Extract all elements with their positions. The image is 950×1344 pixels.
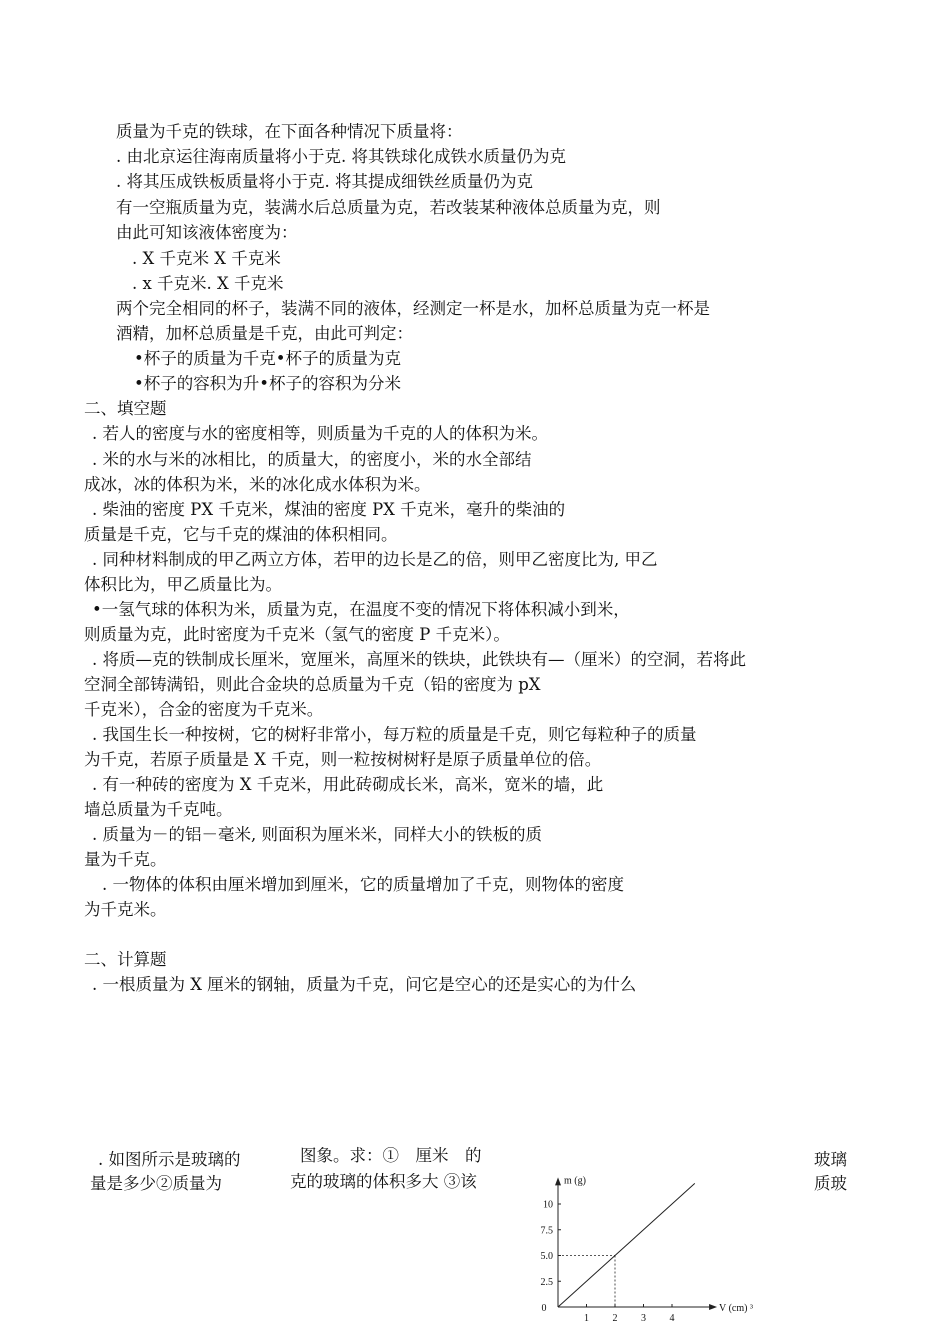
question-text: . 一根质量为 X 厘米的钢轴，质量为千克，问它是空心的还是实心的为什么 [92,975,637,994]
text-line: . 我国生长一种按树，它的树籽非常小，每万粒的质量是千克，则它每粒种子的质量 [92,725,697,744]
section-title: 二、计算题 [84,950,167,969]
question-text: 克的玻璃的体积多大 ③该 [290,1172,477,1191]
text-line: 空洞全部铸满铅，则此合金块的总质量为千克（铅的密度为 pX [84,675,541,694]
y-tick-label: 10 [543,1199,553,1211]
text-line: . 将质—克的铁制成长厘米，宽厘米，高厘米的铁块，此铁块有—（厘米）的空洞，若将此 [92,650,746,669]
text-line: 体积比为，甲乙质量比为。 [84,575,282,594]
text-line: 质量是千克，它与千克的煤油的体积相同。 [84,525,398,544]
question-text: . 如图所示是玻璃的 [98,1150,241,1169]
text-line: 两个完全相同的杯子，装满不同的液体，经测定一杯是水，加杯总质量为克一杯是 [116,299,710,318]
series-line [558,1183,695,1307]
mass-volume-chart [520,1150,810,1330]
question-text: 玻璃 [814,1150,847,1169]
y-tick-label: 5.0 [540,1251,553,1262]
text-line: 则质量为克，此时密度为千克米（氢气的密度 P 千克米）。 [84,625,510,644]
y-tick-label: 2.5 [540,1276,553,1288]
x-tick-label: 1 [584,1313,589,1324]
question-text: 图象。求：① 厘米 的 [300,1146,482,1165]
x-axis-label: V (cm) ³ [719,1303,753,1314]
text-line: . 若人的密度与水的密度相等，则质量为千克的人的体积为米。 [92,424,548,443]
text-line: •一氢气球的体积为米，质量为克，在温度不变的情况下将体积减小到米， [92,600,630,619]
text-line: . 一物体的体积由厘米增加到厘米，它的质量增加了千克，则物体的密度 [102,875,624,894]
x-axis-arrow [709,1304,717,1310]
choice-option: . x 千克米. X 千克米 [132,274,284,293]
y-axis-label: m (g) [564,1175,586,1187]
text-line: 酒精，加杯总质量是千克，由此可判定： [116,324,413,343]
text-line: . 米的水与米的冰相比，的质量大，的密度小，米的水全部结 [92,450,532,469]
y-tick-label: 7.5 [540,1225,553,1237]
text-line: 为千克米。 [84,900,167,919]
x-tick-label: 3 [641,1313,646,1324]
section-title: 二、填空题 [84,399,167,418]
text-line: 墙总质量为千克吨。 [84,800,233,819]
choice-option: . 将其压成铁板质量将小于克. 将其提成细铁丝质量仍为克 [116,172,533,191]
text-line: . 质量为－的铝－毫米, 则面积为厘米米，同样大小的铁板的质 [92,825,542,844]
x-tick-label: 2 [612,1313,618,1324]
choice-option: •杯子的质量为千克•杯子的质量为克 [134,349,401,368]
text-line: 量为千克。 [84,850,167,869]
text-line: 成冰，冰的体积为米，米的冰化成水体积为米。 [84,475,431,494]
text-line: 为千克，若原子质量是 X 千克，则一粒按树树籽是原子质量单位的倍。 [84,750,602,769]
text-line: . 柴油的密度 PX 千克米，煤油的密度 PX 千克米，毫升的柴油的 [92,500,566,519]
choice-option: •杯子的容积为升•杯子的容积为分米 [134,374,401,393]
question-text: 质玻 [814,1174,847,1193]
choice-option: . X 千克米 X 千克米 [132,249,281,268]
origin-label: 0 [541,1303,547,1314]
text-line: 千克米），合金的密度为千克米。 [84,700,324,719]
text-line: 质量为千克的铁球，在下面各种情况下质量将： [116,122,463,141]
text-line: . 有一种砖的密度为 X 千克米，用此砖砌成长米，高米，宽米的墙，此 [92,775,604,794]
x-tick-label: 4 [669,1313,675,1324]
text-line: 有一空瓶质量为克，装满水后总质量为克，若改装某种液体总质量为克，则 [116,198,661,217]
question-text: 量是多少②质量为 [90,1174,222,1193]
y-axis-arrow [555,1177,561,1185]
choice-option: . 由北京运往海南质量将小于克. 将其铁球化成铁水质量仍为克 [116,147,566,166]
text-line: . 同种材料制成的甲乙两立方体，若甲的边长是乙的倍，则甲乙密度比为, 甲乙 [92,550,658,569]
text-line: 由此可知该液体密度为： [116,223,298,242]
